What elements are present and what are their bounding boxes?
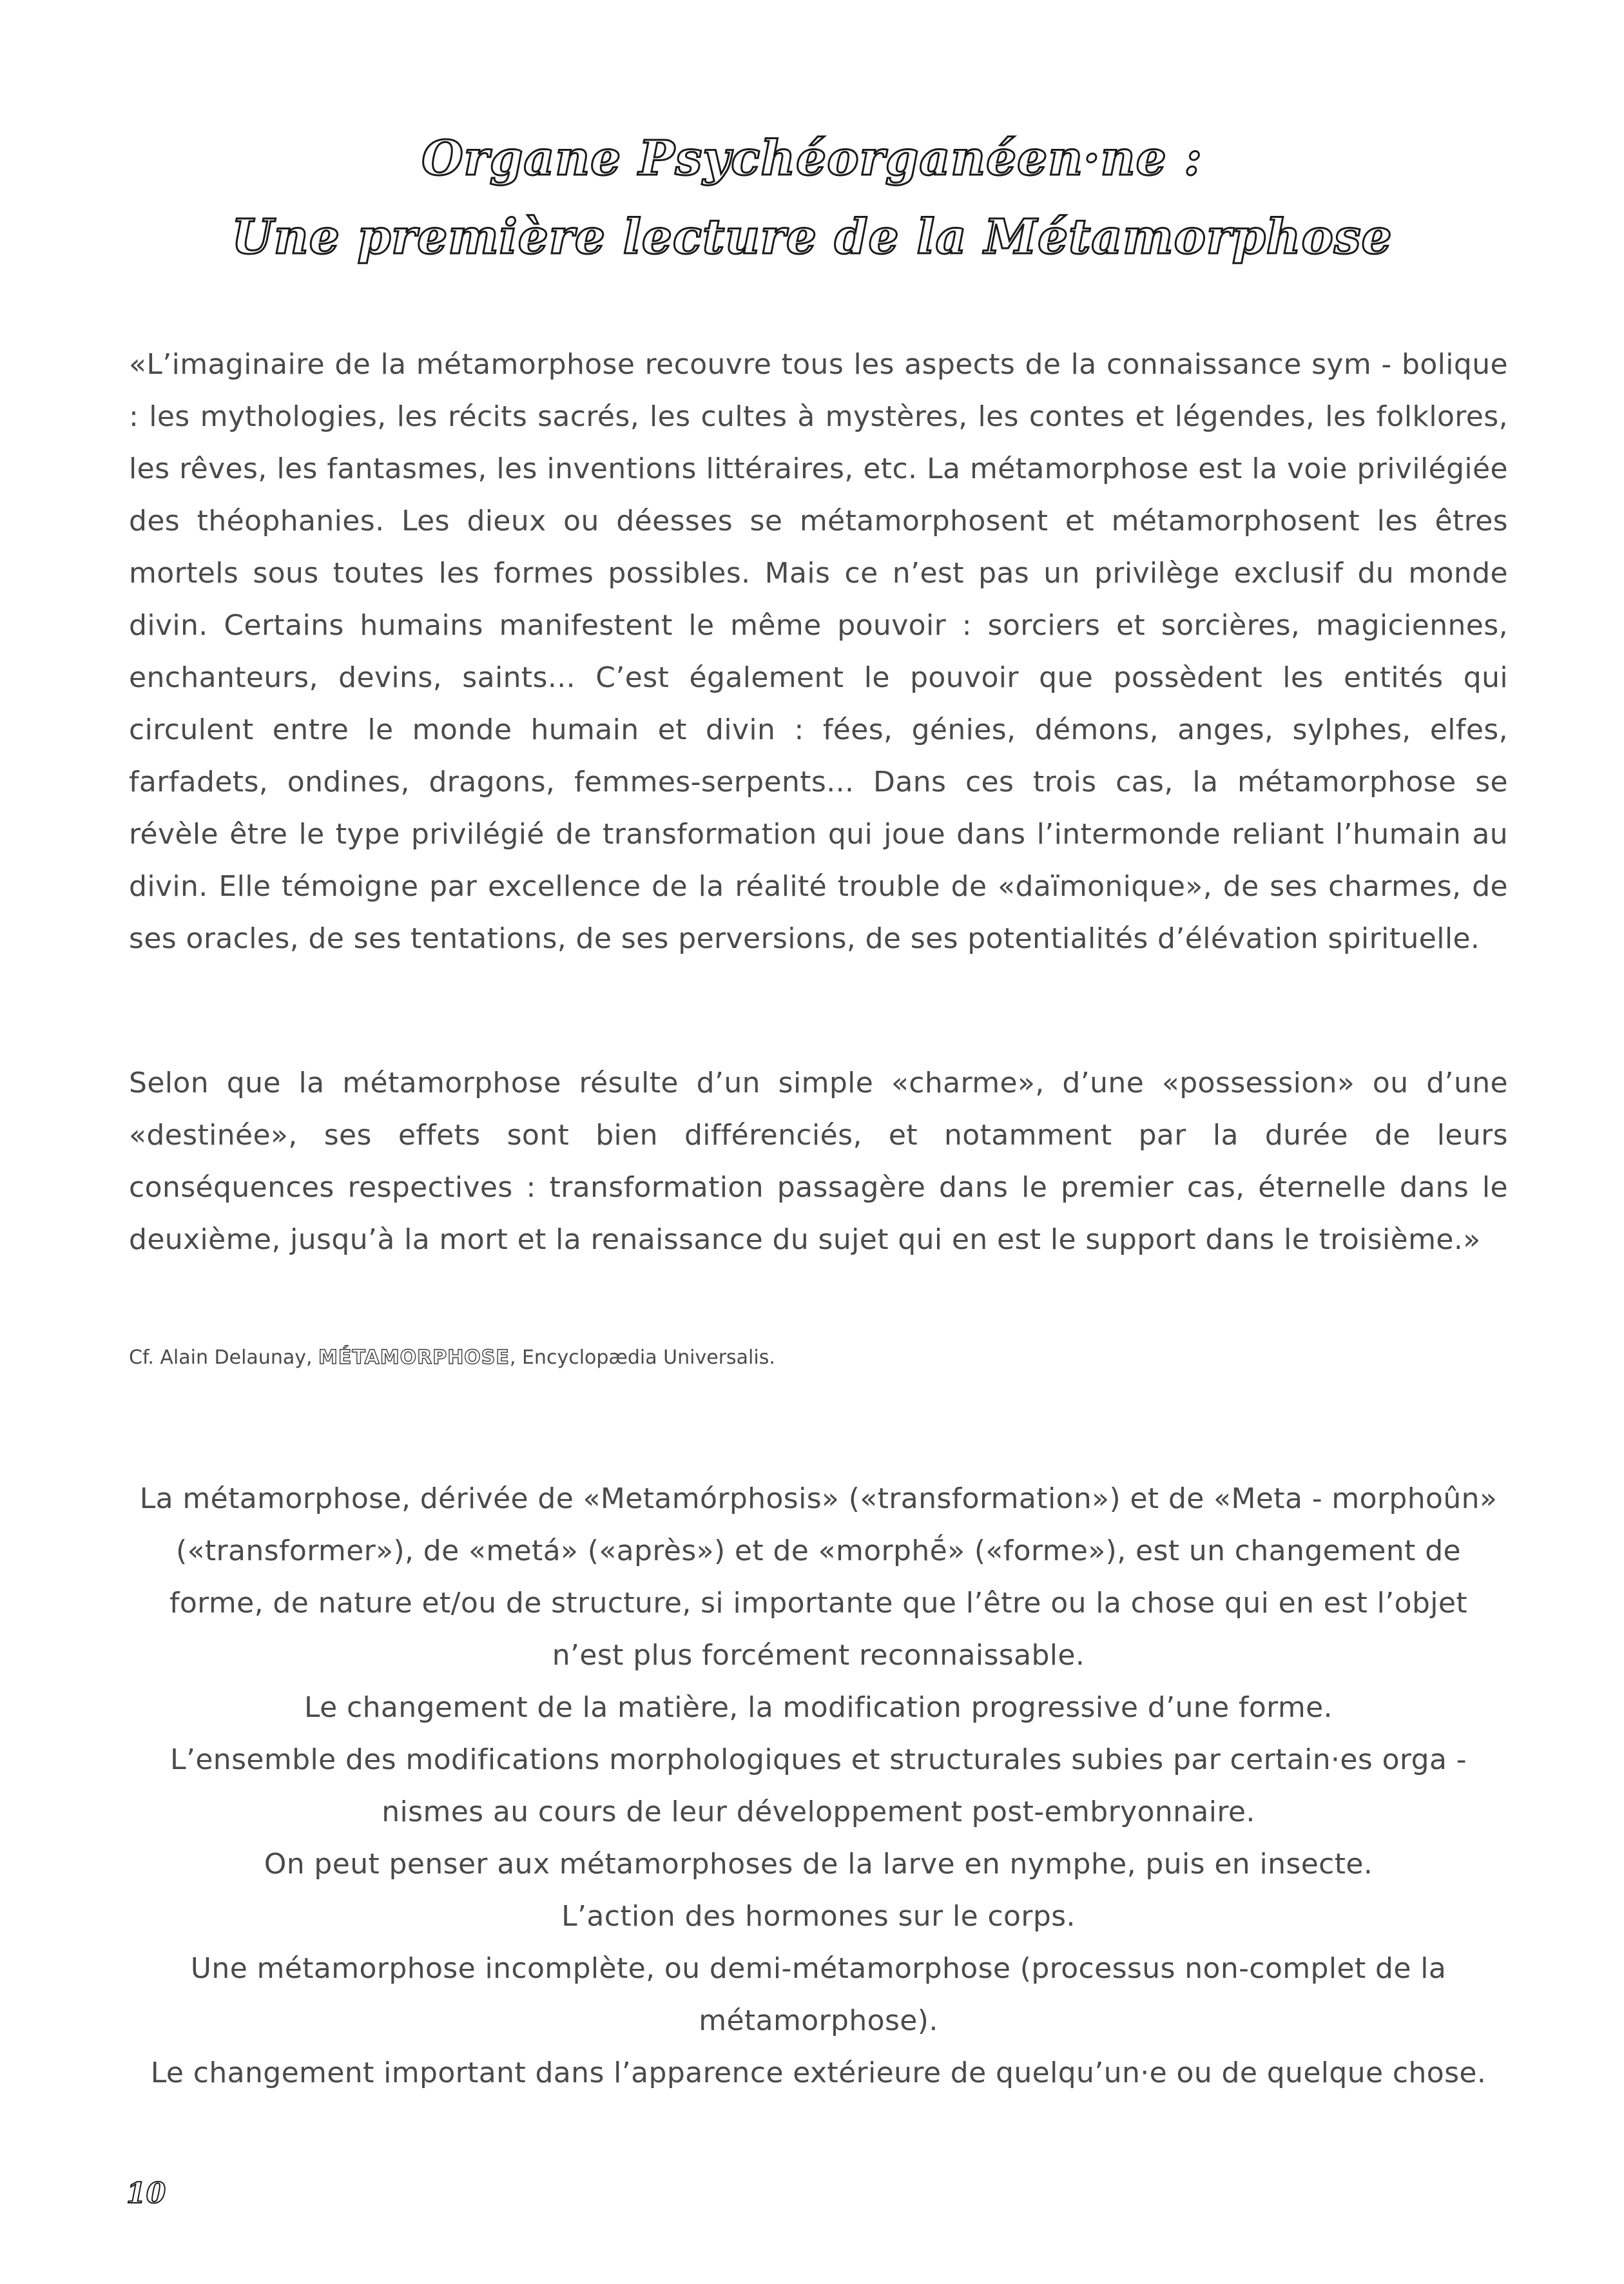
definitions-block	[139, 1473, 1498, 2099]
page-number: 10	[126, 2177, 166, 2210]
definition-item: Le changement de la matière, la modification progressive d’une forme.	[304, 1691, 1333, 1724]
page-title-line-2: Une première lecture de la Métamorphose	[231, 209, 1393, 265]
citation	[129, 1344, 775, 1372]
citation-prefix: Cf. Alain Delaunay,	[129, 1346, 319, 1369]
definition-item: Une métamorphose incomplète, ou demi-métamorphose (processus non-complet de la métamorphose).	[190, 1952, 1447, 2037]
definition-item: L’action des hormones sur le corps.	[561, 1900, 1076, 1933]
definition-item: Le changement important dans l’apparence extérieure de quelqu’un·e ou de quelque chose.	[150, 2057, 1487, 2089]
definition-item: On peut penser aux métamorphoses de la larve en nymphe, puis en insecte.	[264, 1848, 1373, 1881]
quote-paragraph-2: Selon que la métamorphose résulte d’un simple «charme», d’une «possession» ou d’une «destinée», ses effets sont bien différenciés, et notamment par la durée de leurs conséquences respectives : transformation passagère dans le premier cas, éternelle dans le deuxième, jusqu’à la mort et la renaissance du sujet qui en est le support dans le troisième.»	[129, 1067, 1508, 1256]
quote-paragraph-1: «L’imaginaire de la métamorphose recouvre tous les aspects de la connaissance sym - bolique : les mythologies, les récits sacrés, les cultes à mystères, les contes et légendes, les folklores, les rêves, les fantasmes, les inventions littéraires, etc. La métamorphose est la voie privilégiée des théophanies. Les dieux ou déesses se métamorphosent et métamorphosent les êtres mortels sous toutes les formes possibles. Mais ce n’est pas un privilège exclusif du monde divin. Certains humains manifestent le même pouvoir : sorciers et sorcières, magiciennes, enchanteurs, devins, saints... C’est également le pouvoir que possèdent les entités qui circulent entre le monde humain et divin : fées, génies, démons, anges, sylphes, elfes, farfadets, ondines, dragons, femmes-serpents... Dans ces trois cas, la métamorphose se révèle être le type privilégié de transformation qui joue dans l’intermonde reliant l’humain au divin. Elle témoigne par excellence de la réalité trouble de «daïmonique», de ses charmes, de ses oracles, de ses tentations, de ses perversions, de ses potentialités d’élévation spirituelle.	[129, 348, 1508, 955]
citation-suffix: , Encyclopædia Universalis.	[509, 1346, 775, 1369]
definition-item: La métamorphose, dérivée de «Metamórphosis» («transformation») et de «Meta - morphoûn» («transformer»), de «metá» («après») et de «morphḗ» («forme»), est un changement de forme, de nature et/ou de structure, si importante que l’être ou la chose qui en est l’objet n’est plus forcément reconnaissable.	[139, 1482, 1498, 1672]
definition-item: L’ensemble des modifications morphologiques et structurales subies par certain·es orga - nismes au cours de leur développement post-embryonnaire.	[170, 1743, 1467, 1828]
page-title-line-1: Organe Psychéorganéen·ne :	[421, 131, 1203, 186]
citation-work-title: MÉTAMORPHOSE	[318, 1346, 510, 1369]
